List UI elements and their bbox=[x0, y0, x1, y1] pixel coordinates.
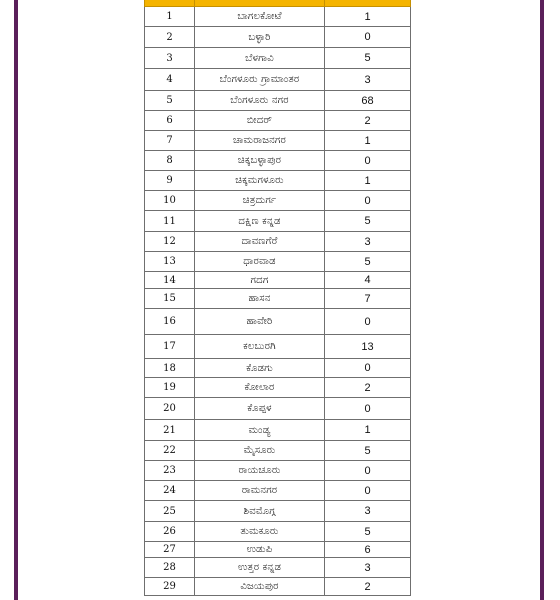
district-name: ರಾಯಚೂರು bbox=[195, 461, 325, 481]
table-row bbox=[145, 91, 411, 111]
district-name: ಚಿಕ್ಕಬಳ್ಳಾಪುರ bbox=[195, 151, 325, 171]
row-number: 26 bbox=[145, 522, 195, 542]
table-row bbox=[145, 398, 411, 420]
row-number: 20 bbox=[145, 398, 195, 420]
case-count: 4 bbox=[325, 272, 411, 289]
row-number: 25 bbox=[145, 501, 195, 522]
row-number: 16 bbox=[145, 309, 195, 335]
district-name: ಬೆಳಗಾವಿ bbox=[195, 48, 325, 69]
district-name: ದಾವಣಗೆರೆ bbox=[195, 232, 325, 252]
case-count: 5 bbox=[325, 48, 411, 69]
district-name: ಬಾಗಲಕೋಟೆ bbox=[195, 7, 325, 27]
district-name: ಗದಗ bbox=[195, 272, 325, 289]
district-name: ಹಾಸನ bbox=[195, 289, 325, 309]
table-row bbox=[145, 272, 411, 289]
district-name: ಬಳ್ಳಾರಿ bbox=[195, 27, 325, 48]
case-count: 0 bbox=[325, 461, 411, 481]
case-count: 0 bbox=[325, 309, 411, 335]
row-number: 9 bbox=[145, 171, 195, 191]
case-count: 1 bbox=[325, 420, 411, 441]
case-count: 0 bbox=[325, 481, 411, 501]
table-row bbox=[145, 501, 411, 522]
district-name: ಕಲಬುರಗಿ bbox=[195, 335, 325, 359]
row-number: 18 bbox=[145, 359, 195, 378]
row-number: 10 bbox=[145, 191, 195, 211]
table-row bbox=[145, 461, 411, 481]
row-number: 2 bbox=[145, 27, 195, 48]
row-number: 28 bbox=[145, 558, 195, 578]
case-count: 3 bbox=[325, 69, 411, 91]
case-count: 6 bbox=[325, 542, 411, 558]
district-name: ಕೊಡಗು bbox=[195, 359, 325, 378]
case-count: 5 bbox=[325, 522, 411, 542]
case-count: 3 bbox=[325, 232, 411, 252]
case-count: 0 bbox=[325, 398, 411, 420]
table-row bbox=[145, 151, 411, 171]
row-number: 22 bbox=[145, 441, 195, 461]
case-count: 1 bbox=[325, 171, 411, 191]
case-count: 68 bbox=[325, 91, 411, 111]
table-row bbox=[145, 232, 411, 252]
case-count: 7 bbox=[325, 289, 411, 309]
case-count: 3 bbox=[325, 558, 411, 578]
row-number: 19 bbox=[145, 378, 195, 398]
district-name: ಉಡುಪಿ bbox=[195, 542, 325, 558]
case-count: 5 bbox=[325, 441, 411, 461]
table-row bbox=[145, 211, 411, 232]
district-name: ಚಾಮರಾಜನಗರ bbox=[195, 131, 325, 151]
district-name: ಚಿತ್ರದುರ್ಗ bbox=[195, 191, 325, 211]
row-number: 4 bbox=[145, 69, 195, 91]
row-number: 27 bbox=[145, 542, 195, 558]
district-name: ತುಮಕೂರು bbox=[195, 522, 325, 542]
row-number: 8 bbox=[145, 151, 195, 171]
table-row bbox=[145, 7, 411, 27]
case-count: 0 bbox=[325, 191, 411, 211]
case-count: 13 bbox=[325, 335, 411, 359]
table-row bbox=[145, 522, 411, 542]
table-row bbox=[145, 542, 411, 558]
table-row bbox=[145, 191, 411, 211]
district-name: ಉತ್ತರ ಕನ್ನಡ bbox=[195, 558, 325, 578]
case-count: 1 bbox=[325, 7, 411, 27]
district-name: ಬೀದರ್ bbox=[195, 111, 325, 131]
case-count: 5 bbox=[325, 252, 411, 272]
row-number: 14 bbox=[145, 272, 195, 289]
district-name: ಬೆಂಗಳೂರು ನಗರ bbox=[195, 91, 325, 111]
case-count: 2 bbox=[325, 111, 411, 131]
table-row bbox=[145, 335, 411, 359]
table-row bbox=[145, 441, 411, 461]
table-row bbox=[145, 378, 411, 398]
district-name: ದಕ್ಷಿಣ ಕನ್ನಡ bbox=[195, 211, 325, 232]
page-border-left bbox=[14, 0, 18, 600]
row-number: 21 bbox=[145, 420, 195, 441]
case-count: 0 bbox=[325, 151, 411, 171]
row-number: 1 bbox=[145, 7, 195, 27]
district-name: ವಿಜಯಪುರ bbox=[195, 578, 325, 596]
district-name: ಕೊಪ್ಪಳ bbox=[195, 398, 325, 420]
table-row bbox=[145, 359, 411, 378]
case-count: 0 bbox=[325, 27, 411, 48]
district-name: ರಾಮನಗರ bbox=[195, 481, 325, 501]
table-row bbox=[145, 420, 411, 441]
row-number: 5 bbox=[145, 91, 195, 111]
district-name: ಮಂಡ್ಯ bbox=[195, 420, 325, 441]
case-count: 3 bbox=[325, 501, 411, 522]
case-count: 1 bbox=[325, 131, 411, 151]
district-count-table bbox=[144, 0, 411, 596]
table-row bbox=[145, 578, 411, 596]
table-row bbox=[145, 289, 411, 309]
table-row bbox=[145, 69, 411, 91]
table-row bbox=[145, 27, 411, 48]
row-number: 17 bbox=[145, 335, 195, 359]
district-name: ಧಾರವಾಡ bbox=[195, 252, 325, 272]
table-row bbox=[145, 309, 411, 335]
table-body bbox=[145, 0, 411, 596]
table-row bbox=[145, 558, 411, 578]
district-name: ಶಿವಮೊಗ್ಗ bbox=[195, 501, 325, 522]
row-number: 23 bbox=[145, 461, 195, 481]
row-number: 12 bbox=[145, 232, 195, 252]
district-name: ಬೆಂಗಳೂರು ಗ್ರಾಮಾಂತರ bbox=[195, 69, 325, 91]
row-number: 3 bbox=[145, 48, 195, 69]
row-number: 11 bbox=[145, 211, 195, 232]
district-name: ಮೈಸೂರು bbox=[195, 441, 325, 461]
table-row bbox=[145, 131, 411, 151]
row-number: 7 bbox=[145, 131, 195, 151]
case-count: 2 bbox=[325, 378, 411, 398]
district-name: ಹಾವೇರಿ bbox=[195, 309, 325, 335]
row-number: 6 bbox=[145, 111, 195, 131]
case-count: 0 bbox=[325, 359, 411, 378]
table-row bbox=[145, 48, 411, 69]
table-row bbox=[145, 481, 411, 501]
case-count: 5 bbox=[325, 211, 411, 232]
table-row bbox=[145, 171, 411, 191]
page-border-right bbox=[540, 0, 544, 600]
district-name: ಚಿಕ್ಕಮಗಳೂರು bbox=[195, 171, 325, 191]
row-number: 13 bbox=[145, 252, 195, 272]
table-row bbox=[145, 252, 411, 272]
row-number: 29 bbox=[145, 578, 195, 596]
table-row bbox=[145, 111, 411, 131]
district-name: ಕೋಲಾರ bbox=[195, 378, 325, 398]
case-count: 2 bbox=[325, 578, 411, 596]
row-number: 24 bbox=[145, 481, 195, 501]
row-number: 15 bbox=[145, 289, 195, 309]
